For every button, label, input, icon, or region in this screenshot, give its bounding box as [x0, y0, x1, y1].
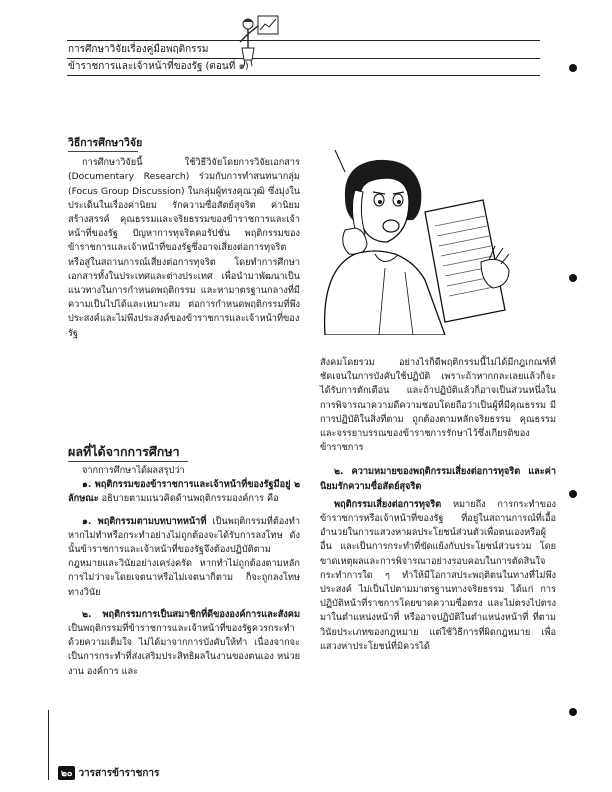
woman-on-phone-illustration [305, 150, 520, 335]
results-item-1-body: อธิบายตามแนวคิดด้านพฤติกรรมองค์การ คือ [101, 493, 279, 505]
methodology-paragraph: การศึกษาวิจัยนี้ ใช้วิธีวิจัยโดยการวิจัยเอกสาร (Documentary Research) ร่วมกับการทำสนทนากลุ่ม (Focus Group Discussion) ในกลุ่มผู้ทรงคุณวุฒิ ซึ่งมุ่งในประเด็นในเรื่องค่านิยม รักความซื่อสัตย์สุจริต ค่านิยมสร้างสรรค์ คุณธรรมและจริยธรรมของข้าราชการและเจ้าหน้าที่ของรัฐ ปัญหาการทุจริตคอรัปชั่น พฤติกรรมของข้าราชการและเจ้าหน้าที่ของรัฐซึ่งอาจเสี่ยงต่อการทุจริตหรือสู่ในสถานการณ์เสี่ยงต่อการทุจริต โดยทำการศึกษาเอกสารทั้งในประเทศและต่างประเทศ เพื่อนำมาพัฒนาเป็นแนวทางในการกำหนดพฤติกรรม และหามาตรฐานกลางที่มีความเป็นไปได้และเหมาะสม ต่อการกำหนดพฤติกรรมที่พึงประสงค์และไม่พึงประสงค์ของข้าราชการและเจ้าหน้าที่ของรัฐ [68, 157, 300, 339]
header-rule-mid [67, 58, 540, 59]
results-sub-1 [68, 515, 300, 600]
results-sub-1-title: ๑. พฤติกรรมตามบทบาทหน้าที่ [82, 515, 207, 527]
results-sub-2-title: ๒. พฤติกรรมการเป็นสมาชิกที่ดีขององค์การและสังคม [82, 608, 300, 620]
methodology-heading-rule [68, 151, 138, 152]
journal-name: วารสารข้าราชการ [78, 768, 160, 779]
header-rule-top [67, 40, 540, 41]
right-term [320, 498, 556, 654]
header-line1: การศึกษาวิจัยเรื่องคู่มือพฤติกรรม [68, 44, 209, 55]
right-column [320, 356, 556, 654]
footer-vertical-rule [48, 710, 49, 780]
header-rule-bottom [67, 75, 540, 76]
results-heading-rule [68, 461, 188, 462]
margin-bullet-2 [569, 274, 577, 282]
margin-bullet-3 [569, 490, 577, 498]
results-heading: ผลที่ได้จากการศึกษา [68, 444, 180, 459]
results-sub-2-body: เป็นพฤติกรรมที่ข้าราชการและเจ้าหน้าที่ของรัฐควรกระทำด้วยความเต็มใจ ไม่ได้มาจากการบังคับให้ทำ เนื่องจากจะเป็นการกระทำที่ส่งเสริมประสิทธิผลในงานของตนเอง หน่วยงาน องค์การ และ [68, 623, 300, 677]
results-sub-2 [68, 608, 300, 679]
results-section [68, 444, 300, 679]
results-item-1-title: ๑. พฤติกรรมของข้าราชการและเจ้าหน้าที่ของรัฐมีอยู่ ๒ ลักษณะ [68, 479, 300, 505]
results-sub-1-body: เป็นพฤติกรรมที่ต้องทำ หากไม่ทำหรือกระทำอย่างไม่ถูกต้องจะได้รับการลงโทษ ดังนั้นข้าราชการและเจ้าหน้าที่ของรัฐจึงต้องปฏิบัติตามกฎหมายและวินัยอย่างเคร่งครัด หากทำไม่ถูกต้องตามหลักการไม่ว่าจะโดยเจตนาหรือไม่เจตนาก็ตาม ก็จะถูกลงโทษทางวินัย [68, 515, 301, 598]
header-line2: ข้าราชการและเจ้าหน้าที่ของรัฐ (ตอนที่ ๑) [68, 61, 249, 72]
margin-bullet-1 [569, 64, 577, 72]
methodology-section [68, 136, 300, 341]
margin-bullet-4 [569, 708, 577, 716]
methodology-heading: วิธีการศึกษาวิจัย [68, 137, 143, 149]
right-paragraph-1: สังคมโดยรวม อย่างไรก็ดีพฤติกรรมนี้ไม่ได้มีกฎเกณฑ์ที่ชัดเจนในการบังคับใช้ปฏิบัติ เพราะถ้าหากกละเลยแล้วก็จะได้รับการตักเตือน และถ้าปฏิบัติแล้วก็อาจเป็นส่วนหนึ่งในการพิจารณาความดีความชอบโดยถือว่าเป็นผู้ที่มีคุณธรรม มีการปฏิบัติในสิ่งที่ตาม ถูกต้องตามหลักจริยธรรม คุณธรรม และจรรยาบรรณของข้าราชการรักษาไว้ซึ่งเกียรติของข้าราชการ [320, 357, 556, 454]
right-term-body: หมายถึง การกระทำของข้าราชการหรือเจ้าหน้าที่ของรัฐ ที่อยู่ในสถานการณ์ที่เอื้ออำนวยในการแสวงหาผลประโยชน์ส่วนตัวเพื่อตนเองหรือผู้อื่น และเป็นการกระทำที่ขัดแย้งกับประโยชน์ส่วนรวม โดยขาดเหตุผลและการพิจารณาอย่างรอบคอบในการตัดสินใจกระทำการใด ๆ ทำให้มีโอกาสประพฤติตนในทางที่ไม่พึงประสงค์ ไม่เป็นไปตามมาตรฐานทางจริยธรรม ได้แก่ การปฏิบัติหน้าที่ราชการโดยขาดความซื่อตรง และไม่ตรงไปตรงมาในตำแหน่งหน้าที่ หรืออาจปฏิบัติในตำแหน่งหน้าที่ ที่ตามวินัยประเภทของกฎหมาย แต่ใช้วิธีการที่ผิดกฎหมาย เพื่อแสวงหาประโยชน์ที่มิควรได้ [320, 498, 557, 652]
right-item-2-title: ๒. ความหมายของพฤติกรรมเสี่ยงต่อการทุจริต และค่านิยมรักความซื่อสัตย์สุจริต [320, 466, 556, 492]
results-item-1 [68, 478, 300, 506]
results-intro: จากการศึกษาได้ผลสรุปว่า [82, 465, 185, 476]
page-number: ๒๐ [58, 766, 75, 780]
presenter-board-icon [236, 12, 280, 66]
right-term-title: พฤติกรรมเสี่ยงต่อการทุจริต [334, 498, 442, 510]
footer [58, 766, 159, 781]
